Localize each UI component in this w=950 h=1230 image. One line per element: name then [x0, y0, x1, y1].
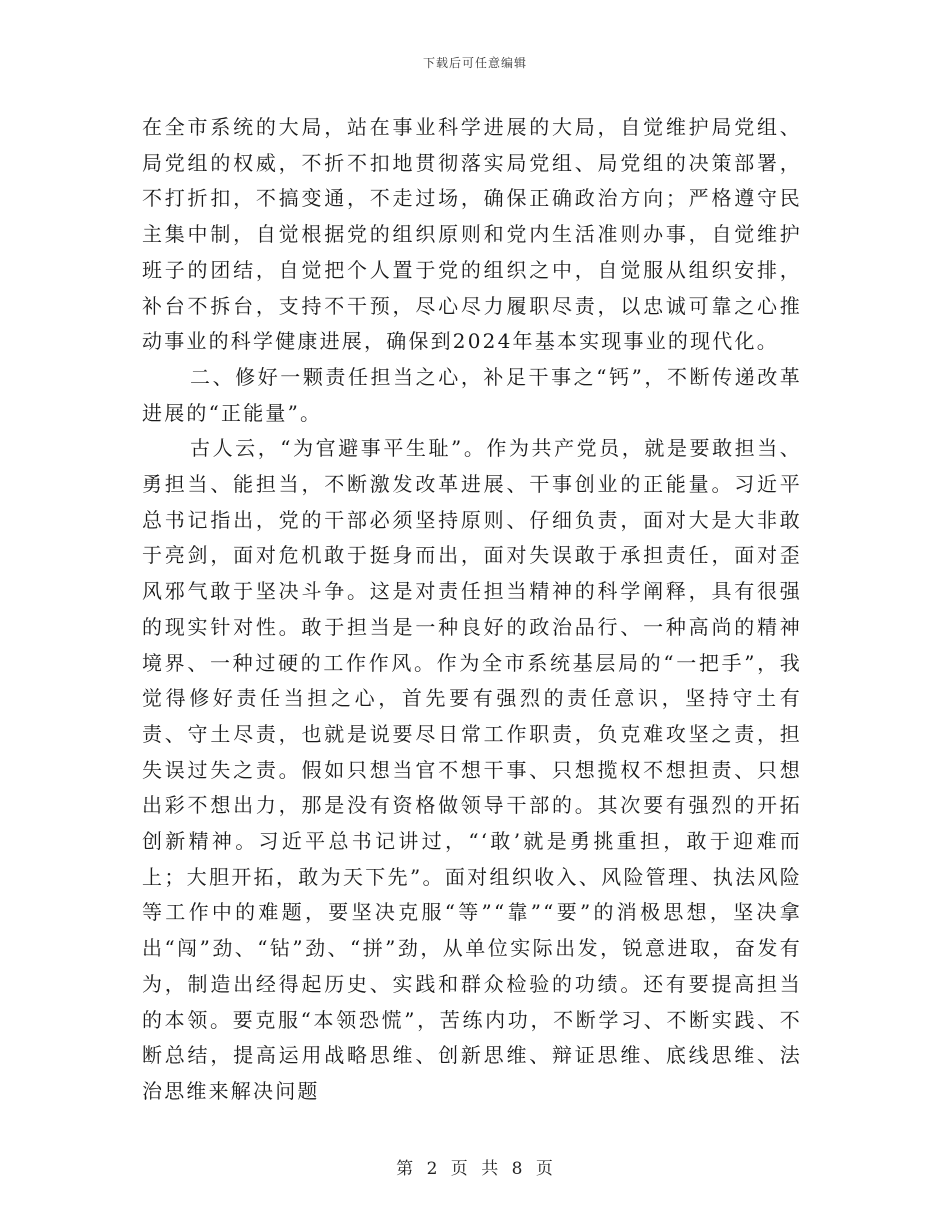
footer-prefix: 第 [396, 1159, 415, 1179]
current-page-number: 2 [426, 1159, 439, 1179]
footer-total-word: 共 [481, 1159, 500, 1179]
paragraph-continuation: 在全市系统的大局，站在事业科学进展的大局，自觉维护局党组、局党组的权威，不折不扣地贯彻落实局党组、局党组的决策部署，不打折扣，不搞变通，不走过场，确保正确政治方向；严格遵守民主集中制，自觉根据党的组织原则和党内生活准则办事，自觉维护班子的团结，自觉把个人置于党的组织之中，自觉服从组织安排，补台不拆台，支持不干预，尽心尽力履职尽责，以忠诚可靠之心推动事业的科学健康进展，确保到2024年基本实现事业的现代化。 [142, 115, 802, 354]
page-header: 下载后可任意编辑 [422, 56, 527, 70]
section-heading: 二、修好一颗责任担当之心，补足干事之“钙”，不断传递改革进展的“正能量”。 [142, 364, 802, 425]
page-footer [0, 1154, 950, 1179]
footer-suffix: 页 [535, 1159, 554, 1179]
total-pages-number: 8 [511, 1159, 524, 1179]
paragraph: 古人云，“为官避事平生耻”。作为共产党员，就是要敢担当、勇担当、能担当，不断激发改革进展、干事创业的正能量。习近平总书记指出，党的干部必须坚持原则、仔细负责，面对大是大非敢于亮剑，面对危机敢于挺身而出，面对失误敢于承担责任，面对歪风邪气敢于坚决斗争。这是对责任担当精神的科学阐释，具有很强的现实针对性。敢于担当是一种良好的政治品行、一种高尚的精神境界、一种过硬的工作作风。作为全市系统基层局的“一把手”，我觉得修好责任当担之心，首先要有强烈的责任意识，坚持守土有责、守土尽责，也就是说要尽日常工作职责，负克难攻坚之责，担失误过失之责。假如只想当官不想干事、只想揽权不想担责、只想出彩不想出力，那是没有资格做领导干部的。其次要有强烈的开拓创新精神。习近平总书记讲过，“‘敢’就是勇挑重担，敢于迎难而上；大胆开拓，敢为天下先”。面对组织收入、风险管理、执法风险等工作中的难题，要坚决克服“等”“靠”“要”的消极思想，坚决拿出“闯”劲、“钻”劲、“拼”劲，从单位实际出发，锐意进取，奋发有为，制造出经得起历史、实践和群众检验的功绩。还有要提高担当的本领。要克服“本领恐慌”，苦练内功，不断学习、不断实践、不断总结，提高运用战略思维、创新思维、辩证思维、底线思维、法治思维来解决问题 [142, 436, 802, 1103]
footer-page-word: 页 [450, 1159, 469, 1179]
document-body [142, 110, 802, 1110]
